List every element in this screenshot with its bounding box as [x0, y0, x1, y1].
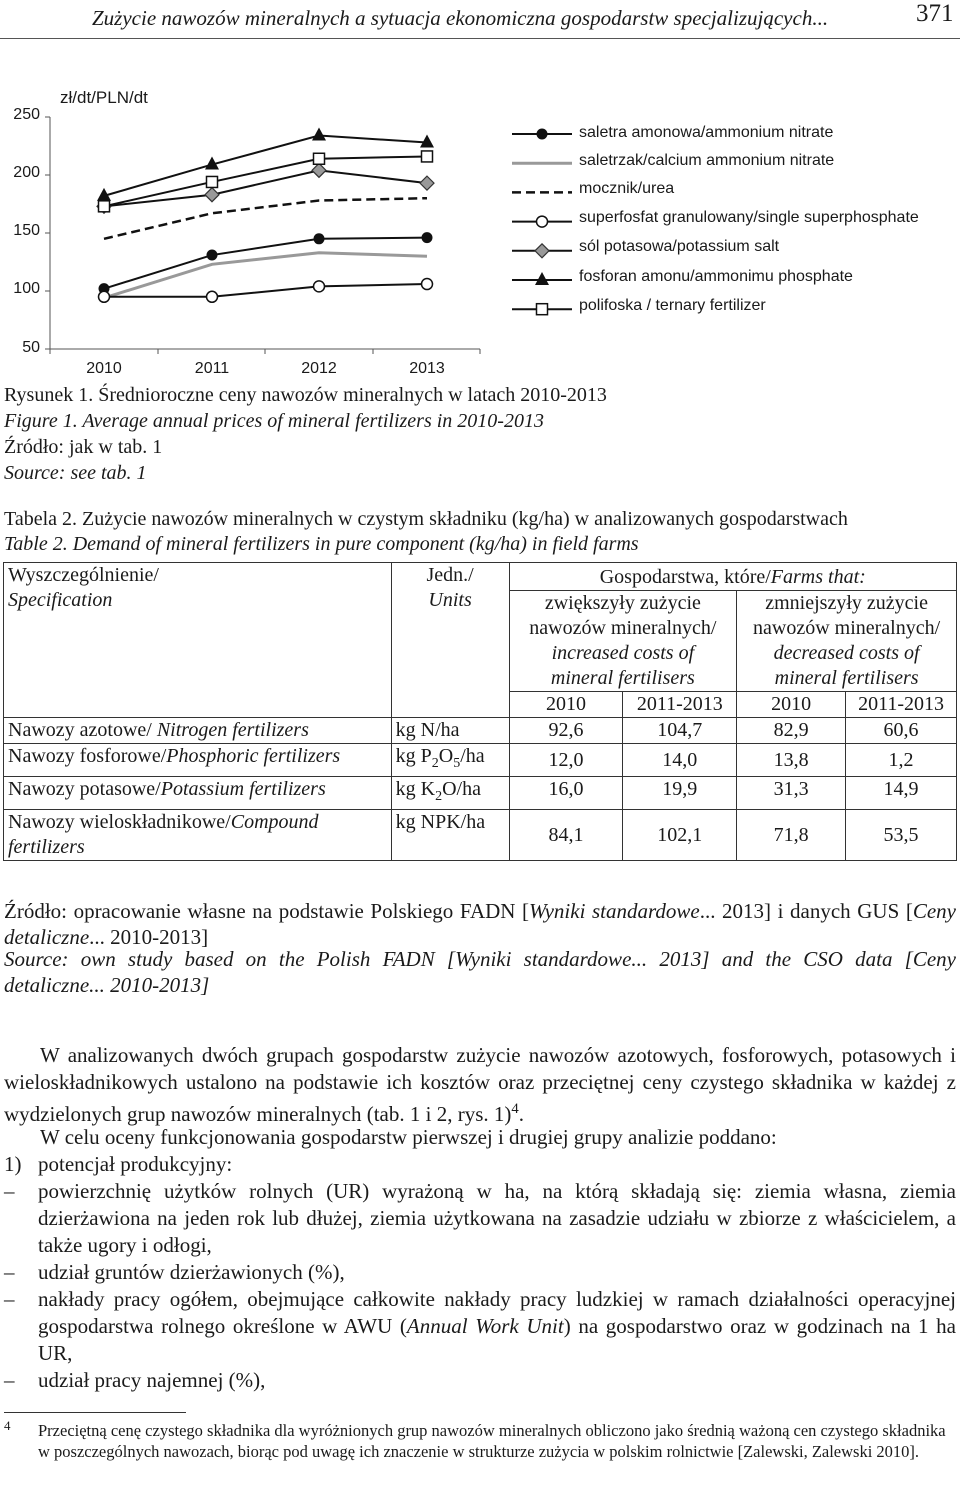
legend-marker	[535, 272, 549, 285]
series-line	[104, 284, 427, 297]
table-row	[4, 810, 957, 861]
legend-marker	[537, 216, 548, 227]
table-cell: 12,0	[509, 744, 623, 777]
row-label: Nawozy wieloskładnikowe/Compound fertilizers	[4, 810, 392, 861]
series-line	[104, 198, 427, 239]
y-tick-label: 50	[22, 339, 40, 356]
increased-group-header: zwiększyły zużycie nawozów mineralnych/ increased costs of mineral fertilisers	[509, 591, 737, 692]
legend-label: mocznik/urea	[579, 180, 675, 197]
table-cell: 82,9	[737, 718, 846, 744]
table-cell: 102,1	[623, 810, 737, 861]
fertilizer-table	[3, 562, 957, 861]
legend-label: saletrzak/calcium ammonium nitrate	[579, 152, 835, 169]
spec-header: Wyszczególnienie/ Specification	[4, 563, 392, 718]
year-header: 2011-2013	[623, 692, 737, 718]
series-line	[104, 170, 427, 206]
row-unit: kg NPK/ha	[391, 810, 509, 861]
row-label: Nawozy azotowe/ Nitrogen fertilizers	[4, 718, 392, 744]
data-point	[422, 279, 433, 290]
table-title-en: Table 2. Demand of mineral fertilizers in pure component (kg/ha) in field farms	[4, 533, 639, 555]
table-row	[4, 718, 957, 744]
table-row	[4, 777, 957, 810]
dash-bullet: –	[4, 1179, 15, 1203]
table-source-pl: Źródło: opracowanie własne na podstawie Polskiego FADN [Wyniki standardowe... 2013] i danych GUS [Ceny detaliczne... 2010-2013]	[4, 899, 956, 949]
table-cell: 60,6	[846, 718, 957, 744]
figure-source-en: Source: see tab. 1	[4, 462, 147, 484]
body-paragraph: W celu oceny funkcjonowania gospodarstw pierwszej i drugiej grupy analizie poddano:	[40, 1125, 777, 1149]
data-point	[312, 163, 326, 177]
y-tick-label: 100	[13, 280, 40, 297]
x-tick-label: 2012	[301, 360, 337, 377]
row-unit: kg $P_2O_5/ha$	[391, 744, 509, 777]
table-cell: 13,8	[737, 744, 846, 777]
farms-header: Gospodarstwa, które/Farms that:	[509, 563, 956, 591]
figure-source-pl: Źródło: jak w tab. 1	[4, 436, 163, 458]
table-cell: 14,9	[846, 777, 957, 810]
series-line	[104, 238, 427, 289]
list-item: udział pracy najemnej (%),	[38, 1368, 266, 1392]
year-header: 2010	[737, 692, 846, 718]
legend-label: saletra amonowa/ammonium nitrate	[579, 124, 834, 141]
table-cell: 104,7	[623, 718, 737, 744]
data-point	[420, 176, 434, 190]
data-point	[99, 201, 110, 212]
table-source-en: Source: own study based on the Polish FADN [Wyniki standardowe... 2013] and the CSO data [Ceny detaliczne... 2010-2013]	[4, 947, 956, 997]
table-cell: 84,1	[509, 810, 623, 861]
unit-header: Jedn./ Units	[391, 563, 509, 718]
figure-caption-en: Figure 1. Average annual prices of mineral fertilizers in 2010-2013	[4, 410, 544, 432]
table-cell: 71,8	[737, 810, 846, 861]
table-cell: 19,9	[623, 777, 737, 810]
list-item: udział gruntów dzierżawionych (%),	[38, 1260, 345, 1284]
legend-label: superfosfat granulowany/single superphosphate	[579, 209, 919, 226]
legend-label: fosforan amonu/ammonimu phosphate	[579, 268, 853, 285]
x-tick-label: 2011	[194, 360, 230, 377]
footnote-rule	[4, 1412, 186, 1413]
table-cell: 31,3	[737, 777, 846, 810]
y-tick-label: 150	[13, 222, 40, 239]
legend-label: sól potasowa/potassium salt	[579, 238, 780, 255]
row-unit: kg N/ha	[391, 718, 509, 744]
body-paragraph: W analizowanych dwóch grupach gospodarstw zużycie nawozów azotowych, fosforowych, potasowych i wieloskładnikowych ustalono na podstawie ich kosztów oraz przeciętnej ceny czystego składnika w każdej z wydzielonych grup nawozów mineralnych (tab. 1 i 2, rys. 1)$^4$.	[4, 1043, 956, 1126]
data-point	[99, 291, 110, 302]
data-point	[420, 135, 434, 148]
data-point	[314, 153, 325, 164]
legend-label: polifoska / ternary fertilizer	[579, 297, 766, 314]
data-point	[207, 291, 218, 302]
page-number: 371	[916, 0, 954, 27]
year-header: 2010	[509, 692, 623, 718]
table-cell: 16,0	[509, 777, 623, 810]
line-chart	[0, 0, 960, 360]
footnote-number: 4	[4, 1418, 11, 1433]
decreased-group-header: zmniejszyły zużycie nawozów mineralnych/ decreased costs of mineral fertilisers	[737, 591, 957, 692]
table-row	[4, 744, 957, 777]
y-tick-label: 200	[13, 164, 40, 181]
data-point	[422, 232, 433, 243]
list-item: powierzchnię użytków rolnych (UR) wyrażoną w ha, na którą składają się: ziemia własna, ziemia dzierżawiona na jeden rok lub dłużej, ziemia użytkowana na zasadzie udziału w zbiorze z właścicielem, a także ugory i odłogi,	[38, 1179, 956, 1257]
table-header-row	[4, 563, 957, 591]
list-item: nakłady pracy ogółem, obejmujące całkowite nakłady pracy ludzkiej w ramach działalności operacyjnej gospodarstwa rolnego określone w AWU (Annual Work Unit) na gospodarstwo oraz w godzinach na 1 ha UR,	[38, 1287, 956, 1365]
dash-bullet: –	[4, 1287, 15, 1311]
dash-bullet: –	[4, 1260, 15, 1284]
row-label: Nawozy fosforowe/Phosphoric fertilizers	[4, 744, 392, 777]
table-title-pl: Tabela 2. Zużycie nawozów mineralnych w czystym składniku (kg/ha) w analizowanych gospodarstwach	[4, 508, 848, 530]
legend-marker	[535, 244, 549, 258]
series-line	[104, 136, 427, 196]
data-point	[312, 128, 326, 141]
row-label: Nawozy potasowe/Potassium fertilizers	[4, 777, 392, 810]
data-point	[422, 151, 433, 162]
data-point	[314, 233, 325, 244]
data-point	[207, 176, 218, 187]
list-number: 1)	[4, 1152, 22, 1176]
data-point	[314, 281, 325, 292]
dash-bullet: –	[4, 1368, 15, 1392]
table-cell: 14,0	[623, 744, 737, 777]
row-unit: kg $K_2O/ha$	[391, 777, 509, 810]
table-cell: 53,5	[846, 810, 957, 861]
footnote-text: Przeciętną cenę czystego składnika dla wyróżnionych grup nawozów mineralnych obliczono jako średnią ważoną cen czystego składnika w poszczególnych nawozach, biorąc pod uwagę ich znaczenie w strukturze zużycia w polskim rolnictwie [Zalewski, Zalewski 2010].	[38, 1421, 946, 1461]
x-tick-label: 2010	[86, 360, 122, 377]
chart-unit-label: zł/dt/PLN/dt	[60, 88, 148, 107]
x-tick-label: 2013	[409, 360, 445, 377]
running-title: Zużycie nawozów mineralnych a sytuacja ekonomiczna gospodarstw specjalizujących...	[92, 6, 829, 30]
legend-marker	[537, 304, 548, 315]
table-cell: 92,6	[509, 718, 623, 744]
legend-marker	[537, 129, 548, 140]
year-header: 2011-2013	[846, 692, 957, 718]
table-cell: 1,2	[846, 744, 957, 777]
data-point	[205, 188, 219, 202]
y-tick-label: 250	[13, 106, 40, 123]
data-point	[207, 250, 218, 261]
figure-caption-pl: Rysunek 1. Średnioroczne ceny nawozów mineralnych w latach 2010-2013	[4, 384, 607, 406]
list-item: potencjał produkcyjny:	[38, 1152, 233, 1176]
